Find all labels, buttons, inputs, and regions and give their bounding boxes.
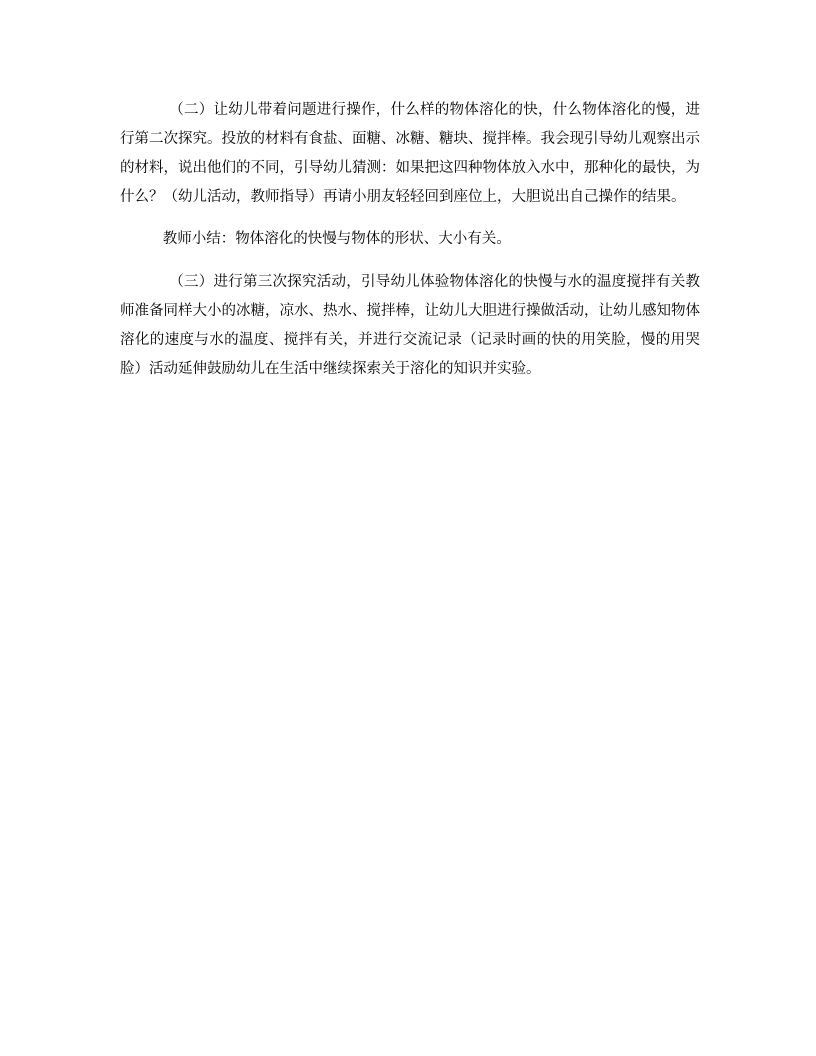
document-body [120, 96, 700, 384]
paragraph-third-exploration: （三）进行第三次探究活动，引导幼儿体验物体溶化的快慢与水的温度搅拌有关教师准备同样大小的冰糖，凉水、热水、搅拌棒，让幼儿大胆进行操做活动，让幼儿感知物体溶化的速度与水的温度、搅拌有关，并进行交流记录（记录时画的快的用笑脸，慢的用哭脸）活动延伸鼓励幼儿在生活中继续探索关于溶化的知识并实验。 [120, 274, 700, 377]
paragraph-second-exploration: （二）让幼儿带着问题进行操作，什么样的物体溶化的快，什么物体溶化的慢，进行第二次探究。投放的材料有食盐、面糖、冰糖、糖块、搅拌棒。我会现引导幼儿观察出示的材料，说出他们的不同，引导幼儿猜测：如果把这四种物体放入水中，那种化的最快，为什么？（幼儿活动，教师指导）再请小朋友轻轻回到座位上，大胆说出自己操作的结果。 [120, 102, 700, 205]
paragraph-teacher-summary: 教师小结：物体溶化的快慢与物体的形状、大小有关。 [162, 231, 511, 247]
